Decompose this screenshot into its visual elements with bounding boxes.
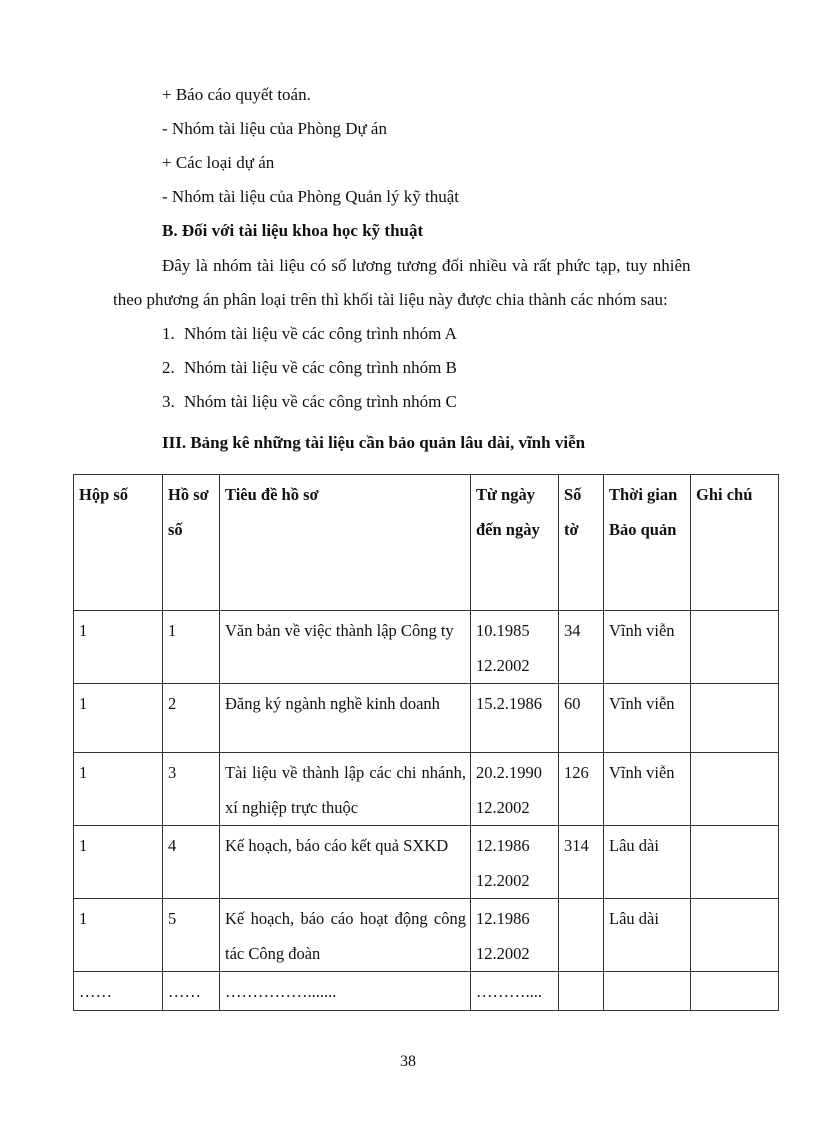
table-row-ellipsis <box>74 972 779 1011</box>
cell-box: 1 <box>74 611 163 684</box>
cell-dates <box>471 684 559 753</box>
text-line: - Nhóm tài liệu của Phòng Quản lý kỹ thuật <box>162 187 459 206</box>
date-from: 10.1985 <box>476 621 530 640</box>
header-sheets: Số tờ <box>559 475 604 611</box>
cell-note <box>691 753 779 826</box>
text-line: - Nhóm tài liệu của Phòng Dự án <box>162 119 387 138</box>
page-number: 38 <box>400 1053 416 1070</box>
cell-title: Kế hoạch, báo cáo kết quả SXKD <box>220 826 471 899</box>
group-item <box>162 392 457 412</box>
cell-dates <box>471 899 559 972</box>
cell-title: ……………....... <box>220 972 471 1011</box>
group-text: Nhóm tài liệu về các công trình nhóm A <box>184 324 457 343</box>
paragraph-line: Đây là nhóm tài liệu có số lương tương đối nhiều và rất phức tạp, tuy nhiên <box>162 256 691 275</box>
cell-box: 1 <box>74 753 163 826</box>
cell-retention: Vĩnh viễn <box>604 753 691 826</box>
cell-file: 3 <box>163 753 220 826</box>
group-text: Nhóm tài liệu về các công trình nhóm B <box>184 358 457 377</box>
cell-note <box>691 611 779 684</box>
group-text: Nhóm tài liệu về các công trình nhóm C <box>184 392 457 411</box>
cell-file: 4 <box>163 826 220 899</box>
cell-note <box>691 684 779 753</box>
header-note: Ghi chú <box>691 475 779 611</box>
cell-note <box>691 899 779 972</box>
cell-note <box>691 972 779 1011</box>
cell-sheets <box>559 972 604 1011</box>
group-item <box>162 358 457 378</box>
cell-title: Tài liệu về thành lập các chi nhánh, xí nghiệp trực thuộc <box>220 753 471 826</box>
group-number: 1. <box>162 324 175 343</box>
cell-retention: Vĩnh viễn <box>604 611 691 684</box>
cell-dates <box>471 826 559 899</box>
cell-file: 5 <box>163 899 220 972</box>
cell-dates <box>471 611 559 684</box>
section-heading-b: B. Đối với tài liệu khoa học kỹ thuật <box>162 221 424 240</box>
date-from: 12.1986 <box>476 909 530 928</box>
cell-box: 1 <box>74 684 163 753</box>
table-row <box>74 899 779 972</box>
header-title: Tiêu đề hồ sơ <box>220 475 471 611</box>
cell-retention: Lâu dài <box>604 826 691 899</box>
table-row <box>74 753 779 826</box>
cell-sheets <box>559 899 604 972</box>
cell-file: …… <box>163 972 220 1011</box>
date-from: 20.2.1990 <box>476 763 542 782</box>
header-box: Hộp số <box>74 475 163 611</box>
cell-sheets: 60 <box>559 684 604 753</box>
cell-title: Kế hoạch, báo cáo hoạt động công tác Công đoàn <box>220 899 471 972</box>
records-table <box>73 474 779 1011</box>
cell-box: …… <box>74 972 163 1011</box>
table-row <box>74 611 779 684</box>
cell-dates <box>471 753 559 826</box>
cell-sheets: 126 <box>559 753 604 826</box>
header-dates: Từ ngày đến ngày <box>471 475 559 611</box>
date-from: 15.2.1986 <box>476 694 542 713</box>
header-retention: Thời gian Bảo quản <box>604 475 691 611</box>
date-from: 12.1986 <box>476 836 530 855</box>
text-line: + Các loại dự án <box>162 153 275 172</box>
paragraph-line: theo phương án phân loại trên thì khối tài liệu này được chia thành các nhóm sau: <box>113 290 668 309</box>
date-to: 12.2002 <box>476 943 530 963</box>
cell-title: Văn bản về việc thành lập Công ty <box>220 611 471 684</box>
cell-note <box>691 826 779 899</box>
cell-box: 1 <box>74 899 163 972</box>
cell-file: 1 <box>163 611 220 684</box>
group-number: 3. <box>162 392 175 411</box>
cell-file: 2 <box>163 684 220 753</box>
table-row <box>74 826 779 899</box>
cell-sheets: 314 <box>559 826 604 899</box>
cell-sheets: 34 <box>559 611 604 684</box>
date-to: 12.2002 <box>476 655 530 675</box>
cell-dates: ……….... <box>471 972 559 1011</box>
date-to: 12.2002 <box>476 870 530 890</box>
cell-retention: Lâu dài <box>604 899 691 972</box>
header-file: Hồ sơ số <box>163 475 220 611</box>
table-row <box>74 684 779 753</box>
date-to: 12.2002 <box>476 797 530 817</box>
table-header-row <box>74 475 779 611</box>
section-heading-iii: III. Bảng kê những tài liệu cần bảo quản lâu dài, vĩnh viễn <box>162 433 586 452</box>
group-number: 2. <box>162 358 175 377</box>
cell-retention <box>604 972 691 1011</box>
cell-box: 1 <box>74 826 163 899</box>
text-line: + Báo cáo quyết toán. <box>162 85 311 104</box>
cell-retention: Vĩnh viễn <box>604 684 691 753</box>
group-item <box>162 324 457 344</box>
cell-title: Đăng ký ngành nghề kinh doanh <box>220 684 471 753</box>
